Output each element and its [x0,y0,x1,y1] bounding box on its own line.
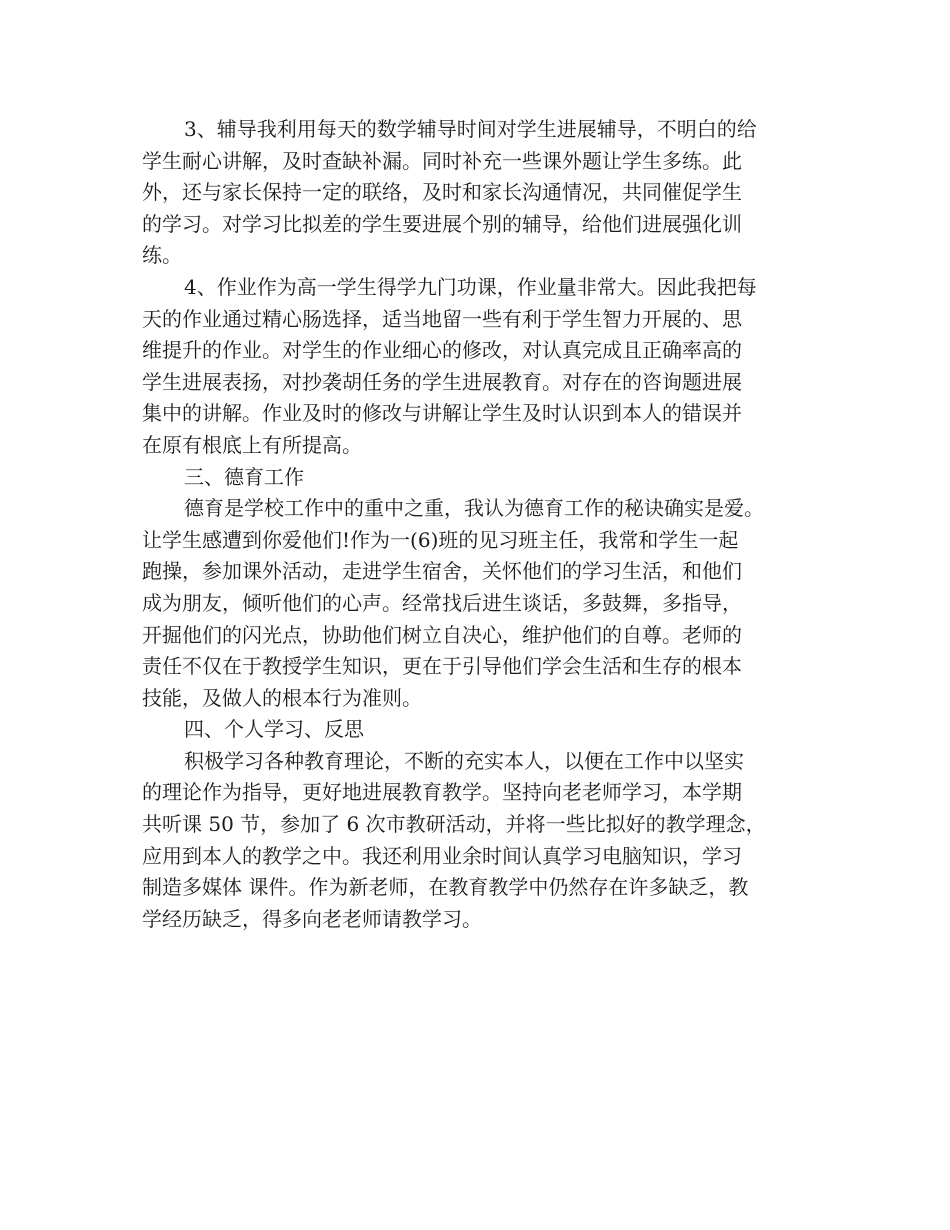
section-heading-moral-education: 三、德育工作 [184,464,304,489]
paragraph-line: 3、辅导我利用每天的数学辅导时间对学生进展辅导，不明白的给 [184,117,757,141]
paragraph-line: 德育是学校工作中的重中之重，我认为德育工作的秘诀确实是爱。 [184,496,764,521]
paragraph-line: 积极学习各种教育理论，不断的充实本人，以便在工作中以坚实 [184,748,744,773]
paragraph-line: 天的作业通过精心肠选择，适当地留一些有利于学生智力开展的、思 [142,306,742,331]
paragraph-line: 的学习。对学习比拟差的学生要进展个别的辅导，给他们进展强化训 [142,211,742,236]
paragraph-line: 让学生感遭到你爱他们!作为一(6)班的见习班主任，我常和学生一起 [142,527,739,552]
paragraph-line: 共听课 50 节，参加了 6 次市教研活动，并将一些比拟好的教学理念， [142,812,766,837]
paragraph-line: 的理论作为指导，更好地进展教育教学。坚持向老老师学习，本学期 [142,780,742,805]
paragraph-line: 开掘他们的闪光点，协助他们树立自决心，维护他们的自尊。老师的 [142,622,742,647]
paragraph-line: 维提升的作业。对学生的作业细心的修改，对认真完成且正确率高的 [142,338,742,363]
paragraph-line: 学经历缺乏，得多向老老师请教学习。 [142,906,482,931]
paragraph-line: 责任不仅在于教授学生知识，更在于引导他们学会生活和生存的根本 [142,654,742,679]
paragraph-line: 练。 [142,243,182,268]
paragraph-line: 制造多媒体 课件。作为新老师，在教育教学中仍然存在许多缺乏，教 [142,875,749,900]
paragraph-line: 学生耐心讲解，及时查缺补漏。同时补充一些课外题让学生多练。此 [142,148,742,173]
paragraph-line: 4、作业作为高一学生得学九门功课，作业量非常大。因此我把每 [184,274,757,299]
document-body [142,114,822,935]
paragraph-line: 集中的讲解。作业及时的修改与讲解让学生及时认识到本人的错误并 [142,401,742,426]
paragraph-line: 外，还与家长保持一定的联络，及时和家长沟通情况，共同催促学生 [142,180,742,205]
paragraph-line: 应用到本人的教学之中。我还利用业余时间认真学习电脑知识，学习 [142,843,742,868]
paragraph-line: 跑操，参加课外活动，走进学生宿舍，关怀他们的学习生活，和他们 [142,559,742,584]
paragraph-line: 技能，及做人的根本行为准则。 [142,685,422,710]
paragraph-line: 成为朋友，倾听他们的心声。经常找后进生谈话，多鼓舞，多指导， [142,590,742,615]
section-heading-personal-study: 四、个人学习、反思 [184,717,364,742]
paragraph-line: 学生进展表扬，对抄袭胡任务的学生进展教育。对存在的咨询题进展 [142,369,742,394]
paragraph-line: 在原有根底上有所提高。 [142,432,362,457]
